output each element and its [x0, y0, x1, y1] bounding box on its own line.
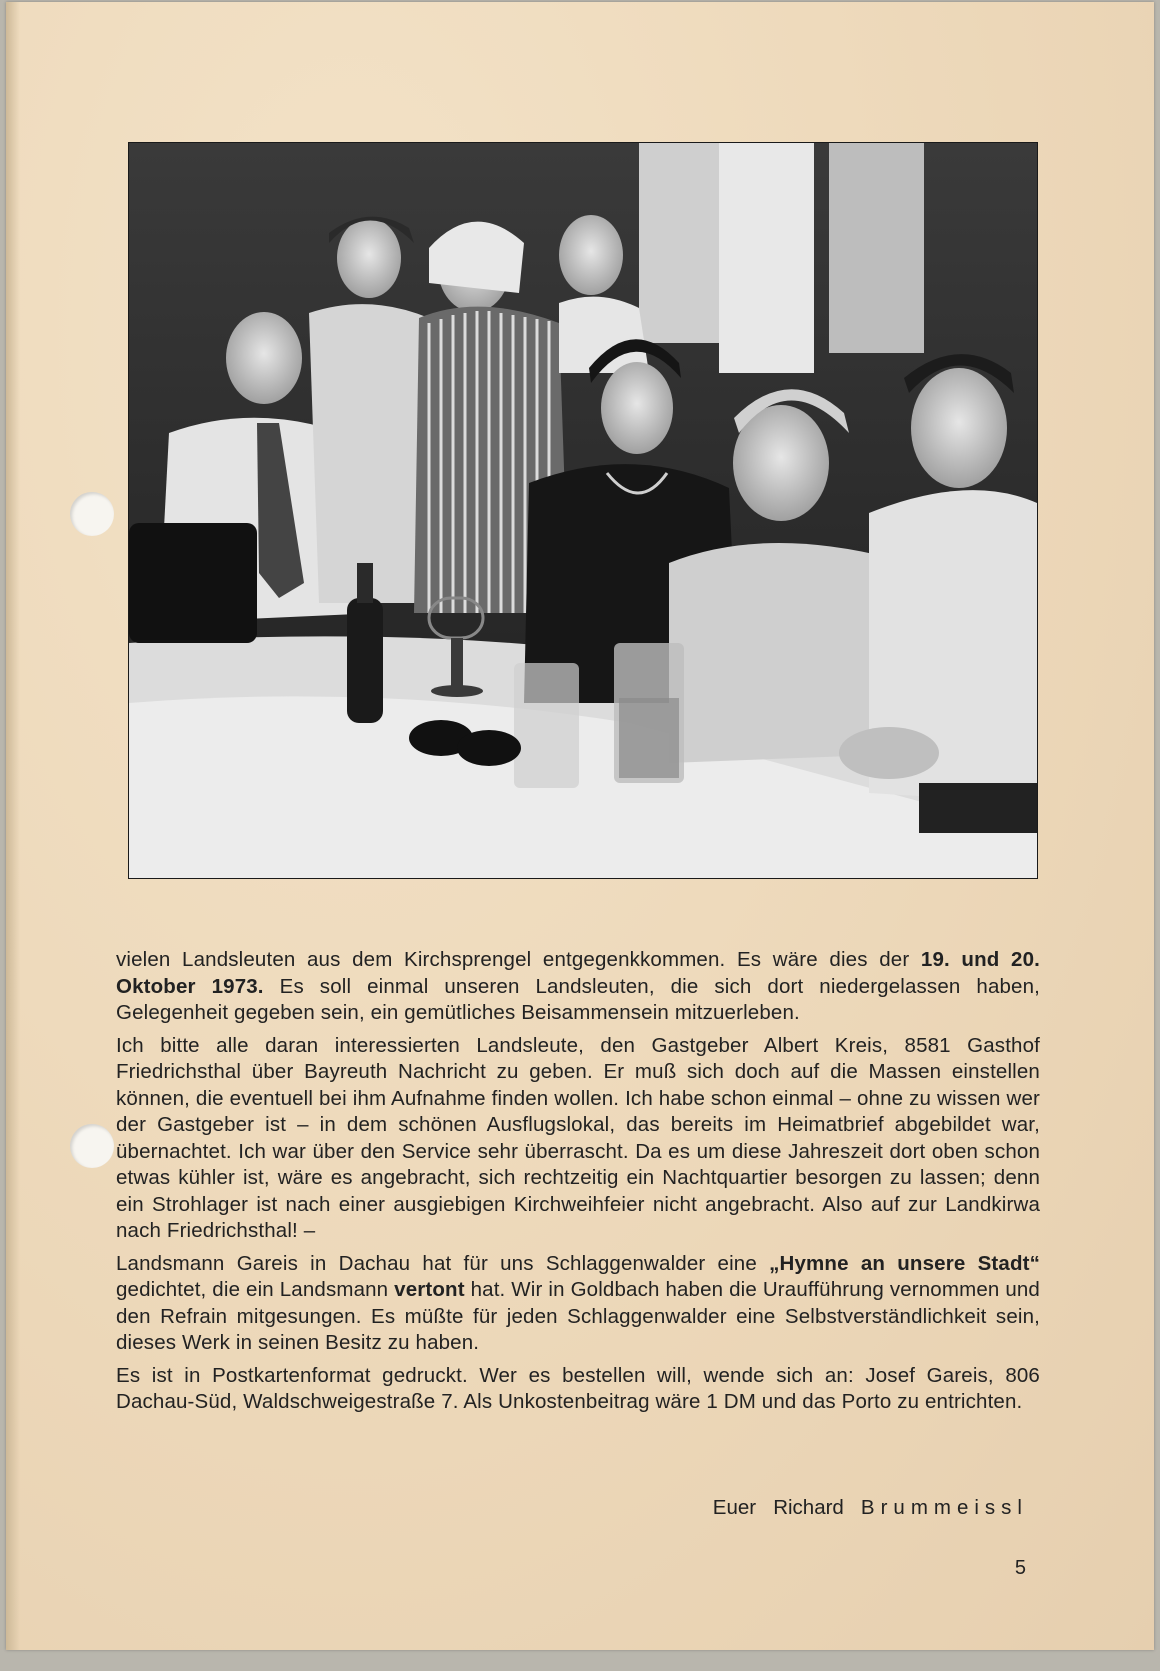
paragraph-segment: Es soll einmal unseren Landsleuten, die sich dort niedergelassen haben, Gelegenheit gegeben sein, ein gemütliches Beisammensein mitzuerleben.: [116, 974, 1040, 1024]
paragraph-1: [116, 947, 1040, 1027]
paragraph-3: [116, 1251, 1040, 1357]
signature-greeting: Euer: [712, 1496, 757, 1519]
paragraph-4: [116, 1363, 1040, 1416]
paragraph-segment: gedichtet, die ein Landsmann: [116, 1278, 395, 1301]
body-text: [116, 947, 1040, 1422]
signature-surname: Brummeissl: [860, 1496, 1028, 1519]
paragraph-2: [116, 1033, 1040, 1245]
paragraph-segment: 19. und 20. Oktober 1973.: [116, 948, 1040, 998]
group-photo: [128, 142, 1038, 879]
punch-hole-top: [70, 492, 114, 536]
document-page: [6, 2, 1154, 1650]
page-number: 5: [1014, 1557, 1026, 1579]
punch-hole-bottom: [70, 1124, 114, 1168]
paragraph-segment: „Hymne an unsere Stadt“: [769, 1251, 1040, 1275]
paragraph-segment: Es ist in Postkartenformat gedruckt. Wer es bestellen will, wende sich an: Josef Gareis, 806 Dachau-Süd, Waldschweigestraße 7. Als Unkostenbeitrag wäre 1 DM und das Porto zu entrichten.: [116, 1363, 1040, 1413]
page-fold-shadow: [6, 2, 20, 1650]
signature: [713, 1496, 1028, 1520]
signature-firstname: Richard: [773, 1496, 844, 1519]
paragraph-segment: hat. Wir in Goldbach haben die Uraufführung vernommen und den Refrain mitgesungen. Es müßte für jeden Schlaggenwalder eine Selbstverständlichkeit sein, dieses Werk in seinen Besitz zu haben.: [116, 1278, 1040, 1354]
group-photo-icon: [129, 143, 1037, 878]
paragraph-segment: vielen Landsleuten aus dem Kirchsprengel entgegenkkommen. Es wäre dies der: [116, 948, 921, 971]
paragraph-segment: Landsmann Gareis in Dachau hat für uns Schlaggenwalder eine: [116, 1251, 770, 1275]
paragraph-segment: Ich bitte alle daran interessierten Landsleute, den Gastgeber Albert Kreis, 8581 Gasthof Friedrichsthal über Bayreuth Nachricht zu geben. Er muß sich doch auf die Massen einstellen können, die eventuell bei ihm Aufnahme finden wollen. Ich habe schon einmal – ohne zu wissen wer der Gastgeber ist – in dem schönen Ausflugslokal, das bereits im Heimatbrief abgebildet war, übernachtet. Ich war über den Service sehr überrascht. Da es um diese Jahreszeit dort oben schon etwas kühler ist, wäre es angebracht, sich rechtzeitig ein Nachtquartier besorgen zu lassen; denn ein Strohlager ist nach einer ausgiebigen Kirchweihfeier nicht angebracht. Also auf zur Landkirwa nach Friedrichsthal! –: [116, 1033, 1040, 1242]
paragraph-segment: vertont: [394, 1278, 465, 1301]
